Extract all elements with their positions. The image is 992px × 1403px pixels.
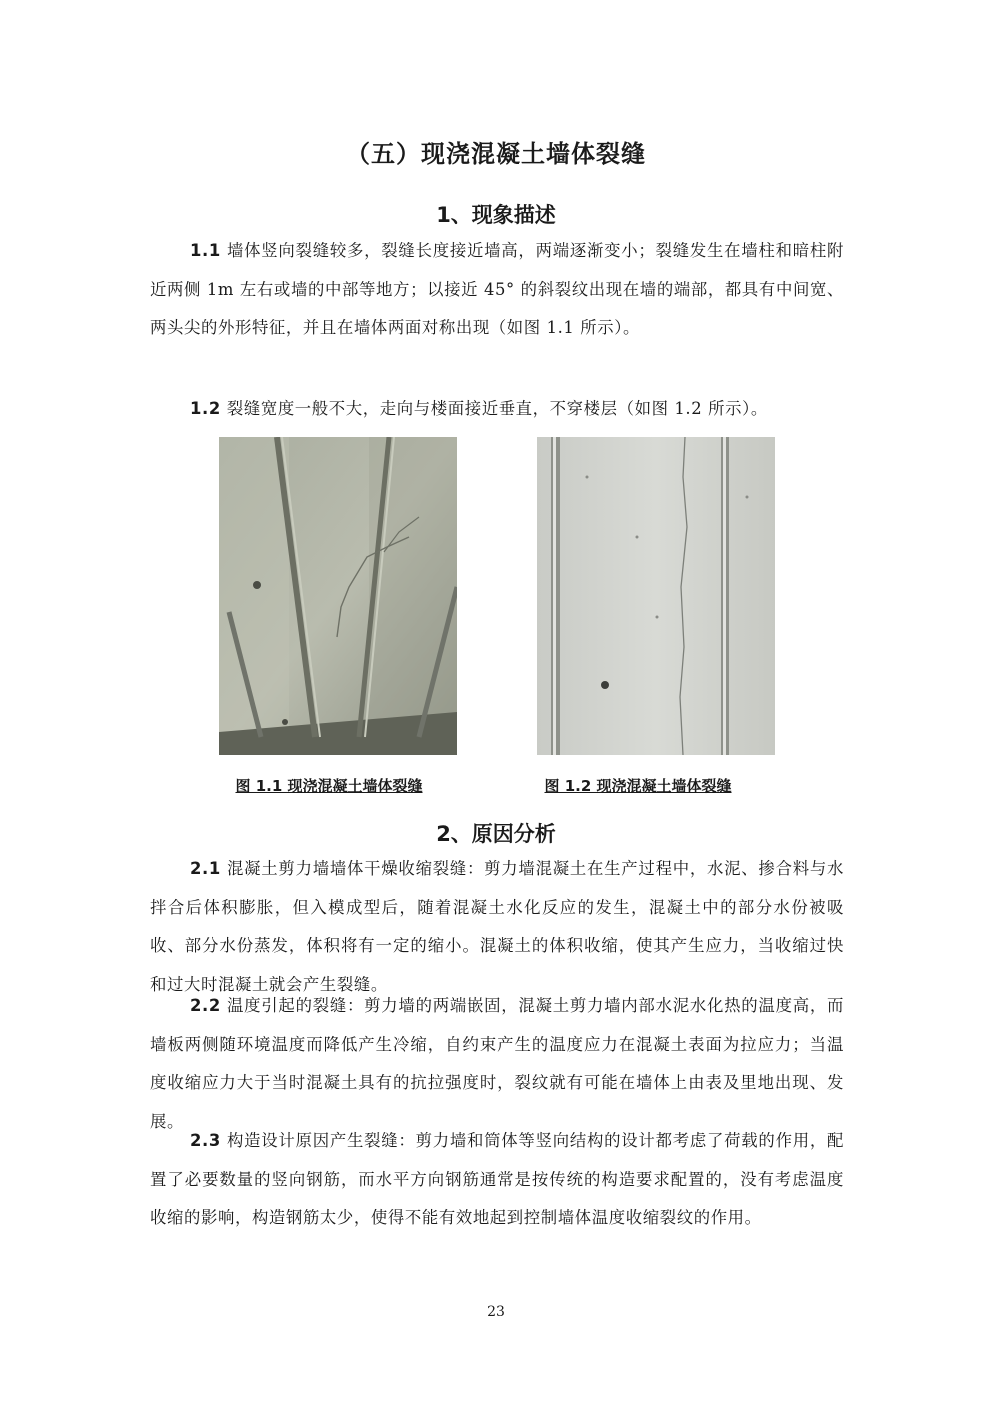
page-title: （五）现浇混凝土墙体裂缝 — [346, 140, 646, 168]
paragraph-2-2 — [150, 987, 844, 1141]
paragraph-text: 温度引起的裂缝：剪力墙的两端嵌固，混凝土剪力墙内部水泥水化热的温度高，而墙板两侧随环境温度而降低产生冷缩，自约束产生的温度应力在混凝土表面为拉应力；当温度收缩应力大于当时混凝土具有的抗拉强度时，裂纹就有可能在墙体上由表及里地出现、发展。 — [150, 996, 844, 1131]
paragraph-number: 2.3 — [190, 1131, 221, 1150]
section-heading-cause: 2、原因分析 — [436, 822, 556, 846]
paragraph-text: 裂缝宽度一般不大，走向与楼面接近垂直，不穿楼层（如图 1.2 所示）。 — [226, 399, 768, 418]
paragraph-text: 混凝土剪力墙墙体干燥收缩裂缝：剪力墙混凝土在生产过程中，水泥、掺合料与水拌合后体积膨胀，但入模成型后，随着混凝土水化反应的发生，混凝土中的部分水份被吸收、部分水份蒸发，体积将有一定的缩小。混凝土的体积收缩，使其产生应力，当收缩过快和过大时混凝土就会产生裂缝。 — [150, 859, 844, 994]
page-number: 23 — [487, 1304, 505, 1320]
figure-1-1-caption: 图 1.1 现浇混凝土墙体裂缝 — [235, 777, 423, 795]
paragraph-text: 构造设计原因产生裂缝：剪力墙和筒体等竖向结构的设计都考虑了荷载的作用，配置了必要数量的竖向钢筋，而水平方向钢筋通常是按传统的构造要求配置的，没有考虑温度收缩的影响，构造钢筋太少，使得不能有效地起到控制墙体温度收缩裂纹的作用。 — [150, 1131, 844, 1227]
paragraph-text: 墙体竖向裂缝较多，裂缝长度接近墙高，两端逐渐变小；裂缝发生在墙柱和暗柱附近两侧 1m 左右或墙的中部等地方；以接近 45° 的斜裂纹出现在墙的端部，都具有中间宽、两头尖的外形特征，并且在墙体两面对称出现（如图 1.1 所示）。 — [150, 241, 844, 337]
figure-1-2-caption: 图 1.2 现浇混凝土墙体裂缝 — [544, 777, 732, 795]
paragraph-number: 2.2 — [190, 996, 221, 1015]
figure-1-2-photo — [537, 437, 775, 755]
paragraph-1-2 — [150, 390, 844, 429]
paragraph-2-3 — [150, 1122, 844, 1238]
figure-1-1-photo — [219, 437, 457, 755]
section-heading-phenomenon: 1、现象描述 — [436, 203, 556, 227]
paragraph-number: 1.1 — [190, 241, 221, 260]
paragraph-2-1 — [150, 850, 844, 1004]
paragraph-number: 1.2 — [190, 399, 221, 418]
paragraph-number: 2.1 — [190, 859, 221, 878]
paragraph-1-1 — [150, 232, 844, 348]
